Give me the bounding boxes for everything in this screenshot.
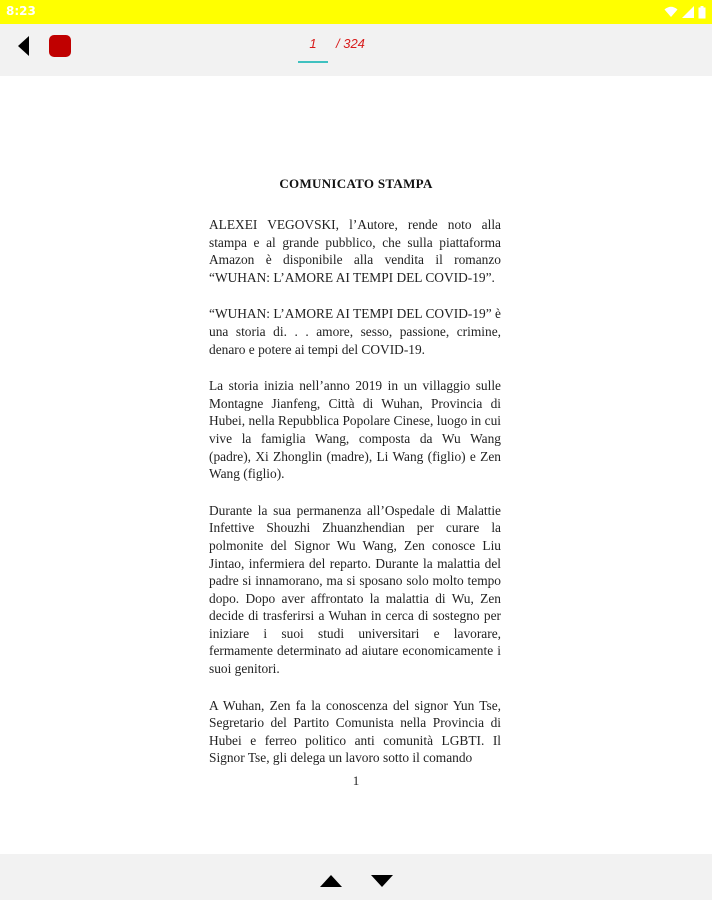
status-time: 8:23 <box>6 4 36 18</box>
paragraph: A Wuhan, Zen fa la conoscenza del signor Yun Tse, Segretario del Partito Comunista nella Provincia di Hubei e ferreo politico anti comunità LGBTI. Il Signor Tse, gli delega un lavoro sotto il comando <box>209 697 501 766</box>
wifi-icon <box>664 6 678 18</box>
status-icons <box>664 5 706 19</box>
bottom-nav-bar <box>0 854 712 900</box>
paragraph: ALEXEI VEGOVSKI, l’Autore, rende noto alla stampa e al grande pubblico, che sulla piattaforma Amazon è disponibile alla vendita il romanzo “WUHAN: L’AMORE AI TEMPI DEL COVID-19”. <box>209 217 501 285</box>
next-page-button[interactable] <box>371 874 393 888</box>
paragraph: La storia inizia nell’anno 2019 in un villaggio sulle Montagne Jianfeng, Città di Wuhan, Provincia di Hubei, nella Repubblica Popolare Cinese, luogo in cui vive la famiglia Wang, composta da Wu Wang (padre), Xi Zhonglin (madre), Li Wang (figlio) e Zen Wang (figlio). <box>209 378 501 482</box>
arrow-up-icon <box>320 874 342 888</box>
previous-page-button[interactable] <box>320 874 342 888</box>
back-button[interactable] <box>14 34 36 58</box>
total-pages: / 324 <box>336 36 365 51</box>
document-page <box>0 76 712 854</box>
back-triangle-icon <box>14 34 36 58</box>
current-page-input[interactable]: 1 <box>298 36 328 63</box>
battery-icon <box>698 6 706 19</box>
stop-square-icon <box>48 34 72 58</box>
page-number: 1 <box>352 773 360 788</box>
paragraph: “WUHAN: L’AMORE AI TEMPI DEL COVID-19” è una storia di. . . amore, sesso, passione, crimine, denaro e potere ai tempi del COVID-19. <box>209 306 501 357</box>
reader-toolbar <box>0 24 712 76</box>
signal-icon <box>682 6 694 18</box>
document-title: COMUNICATO STAMPA <box>279 176 433 191</box>
document-body <box>209 216 501 786</box>
status-bar <box>0 0 712 24</box>
arrow-down-icon <box>371 874 393 888</box>
paragraph: Durante la sua permanenza all’Ospedale di Malattie Infettive Shouzhi Zhuanzhendian per curare la polmonite del Signor Wu Wang, Zen conosce Liu Jintao, infermiera del reparto. Durante la malattia del padre si innamorano, ma si sposano solo molto tempo dopo. Dopo aver affrontato la malattia di Wu, Zen decide di trasferirsi a Wuhan in cerca di sostegno per iniziare i suoi studi universitari e lavorare, fermamente determinato ad aiutare economicamente i suoi genitori. <box>209 502 501 677</box>
page-counter <box>298 36 365 63</box>
stop-button[interactable] <box>48 34 72 58</box>
